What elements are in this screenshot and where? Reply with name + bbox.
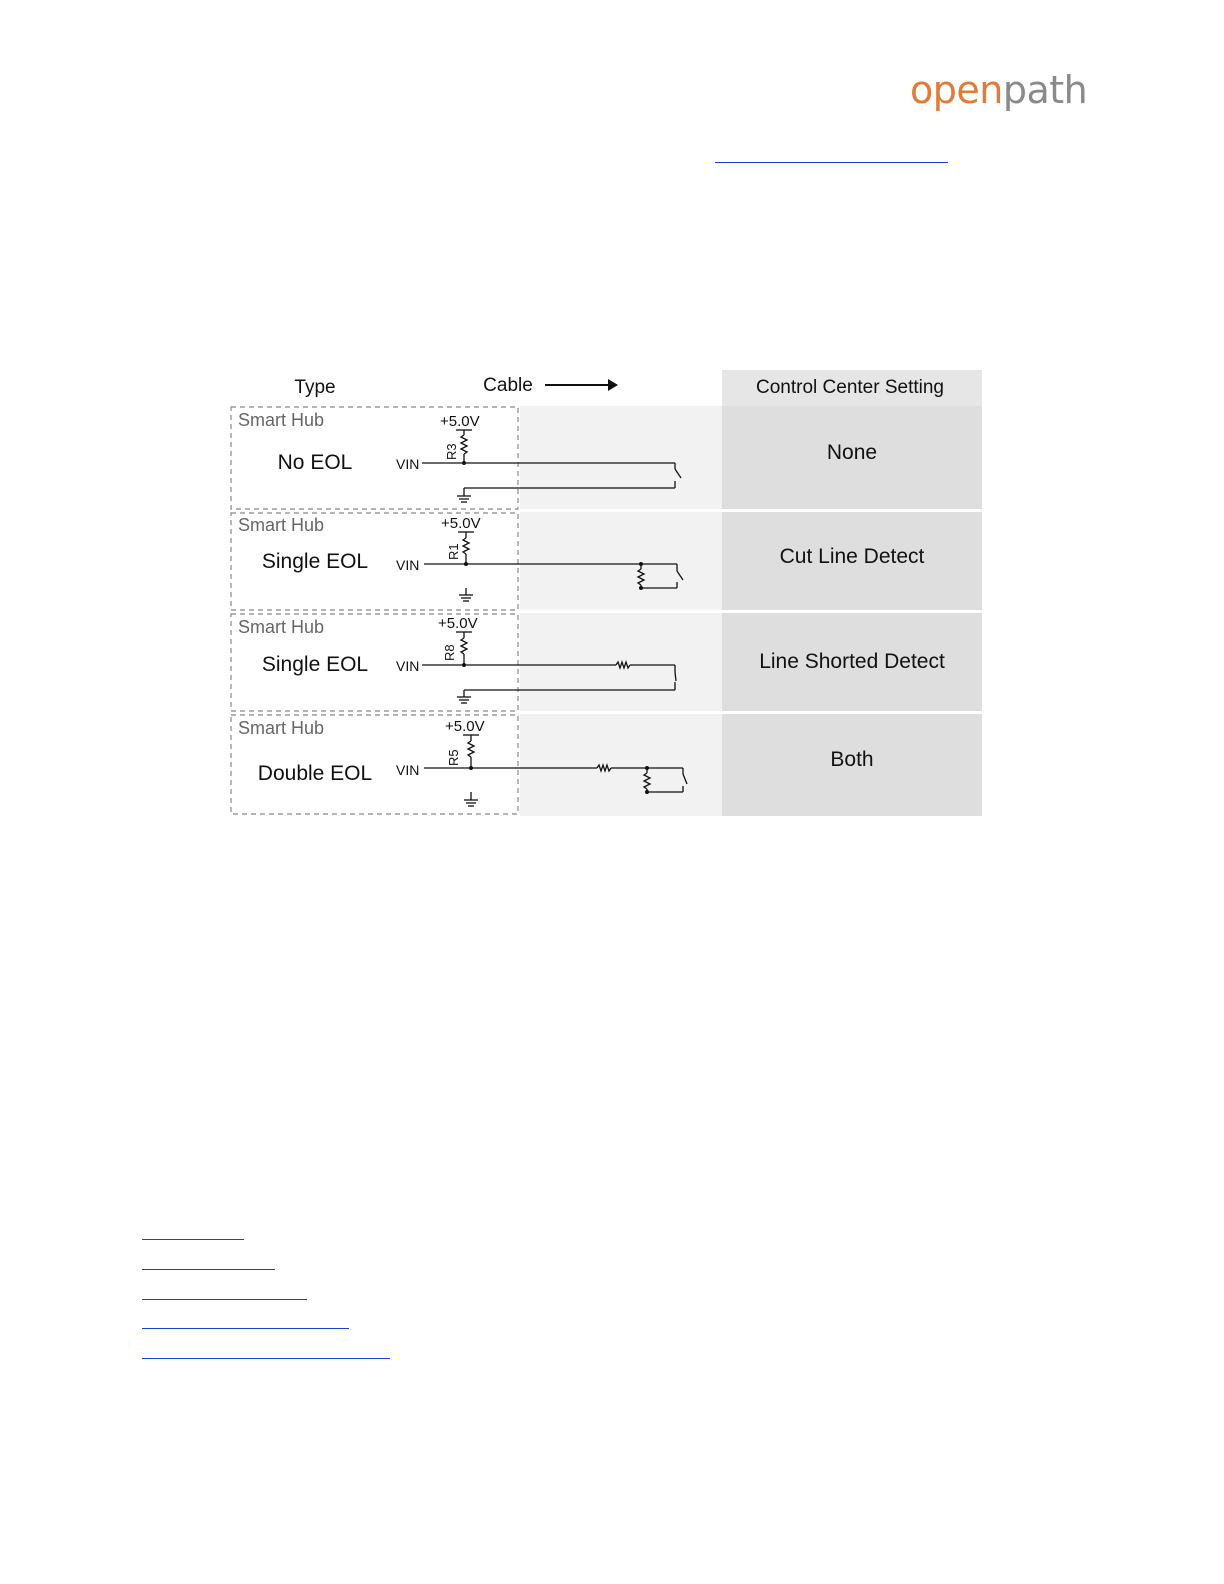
setting-label: Line Shorted Detect [759,650,945,673]
type-label: Single EOL [261,653,369,676]
resistor-label: R8 [442,644,457,661]
list-link-2[interactable] [142,1269,275,1270]
resistor-label: R1 [446,543,461,560]
setting-label: Both [830,748,874,771]
cable-arrow [545,379,618,391]
vin-label: VIN [396,557,420,573]
eol-wiring-diagram [230,366,990,821]
type-label: Double EOL [257,762,373,785]
resistor-label: R5 [446,749,461,766]
setting-label: None [826,441,878,464]
hub-label: Smart Hub [238,718,325,738]
list-link-3[interactable] [142,1299,307,1300]
openpath-logo: openpath [910,68,1088,112]
supply-label: +5.0V [440,413,480,430]
vin-label: VIN [396,762,420,778]
resistor-label: R3 [444,443,459,460]
list-link-4[interactable] [142,1328,349,1329]
vin-label: VIN [396,658,420,674]
supply-label: +5.0V [445,718,485,735]
supply-label: +5.0V [441,515,481,532]
type-label: No EOL [277,451,353,474]
header-link-underline[interactable] [715,162,948,163]
type-label: Single EOL [261,550,369,573]
hub-label: Smart Hub [238,515,325,535]
supply-label: +5.0V [438,615,478,632]
hub-label: Smart Hub [238,617,325,637]
vin-label: VIN [396,456,420,472]
col-type-header: Type [294,377,336,398]
col-cable-header: Cable [483,375,533,396]
col-setting-header: Control Center Setting [756,377,944,398]
hub-label: Smart Hub [238,410,325,430]
list-link-1[interactable] [142,1239,244,1240]
setting-label: Cut Line Detect [779,545,925,568]
list-link-5[interactable] [142,1358,390,1359]
